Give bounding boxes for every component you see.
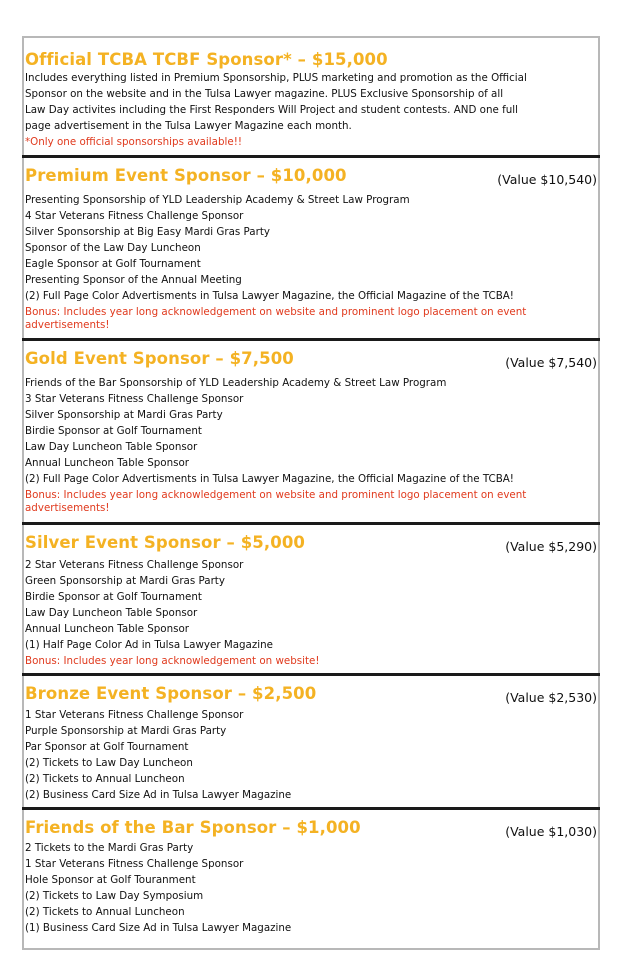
section-title: Official TCBA TCBF Sponsor* – $15,000 [25, 50, 388, 69]
list-item: Annual Luncheon Table Sponsor [25, 457, 189, 469]
list-item: Silver Sponsorship at Mardi Gras Party [25, 409, 223, 421]
list-item: Purple Sponsorship at Mardi Gras Party [25, 725, 227, 737]
list-item: Green Sponsorship at Mardi Gras Party [25, 575, 225, 587]
section-divider [22, 338, 600, 341]
list-item: (2) Business Card Size Ad in Tulsa Lawyer Magazine [25, 789, 292, 801]
list-item: (1) Half Page Color Ad in Tulsa Lawyer Magazine [25, 639, 273, 651]
section-note: Bonus: Includes year long acknowledgement on website and prominent logo placement on event [25, 489, 527, 501]
list-item: 3 Star Veterans Fitness Challenge Sponsor [25, 393, 244, 405]
list-item: Presenting Sponsorship of YLD Leadership Academy & Street Law Program [25, 194, 410, 206]
list-item: Annual Luncheon Table Sponsor [25, 623, 189, 635]
description-line: page advertisement in the Tulsa Lawyer Magazine each month. [25, 120, 352, 132]
section-title: Gold Event Sponsor – $7,500 [25, 349, 294, 368]
section-value: (Value $5,290) [505, 539, 597, 554]
list-item: Law Day Luncheon Table Sponsor [25, 441, 198, 453]
list-item: 1 Star Veterans Fitness Challenge Sponsor [25, 858, 244, 870]
list-item: Sponsor of the Law Day Luncheon [25, 242, 201, 254]
list-item: Silver Sponsorship at Big Easy Mardi Gras Party [25, 226, 270, 238]
section-title: Friends of the Bar Sponsor – $1,000 [25, 818, 361, 837]
list-item: Friends of the Bar Sponsorship of YLD Leadership Academy & Street Law Program [25, 377, 447, 389]
description-line: Includes everything listed in Premium Sponsorship, PLUS marketing and promotion as the Official [25, 72, 527, 84]
list-item: Eagle Sponsor at Golf Tournament [25, 258, 201, 270]
section-title: Bronze Event Sponsor – $2,500 [25, 684, 317, 703]
section-divider [22, 522, 600, 525]
section-note: advertisements! [25, 502, 110, 514]
list-item: Birdie Sponsor at Golf Tournament [25, 425, 202, 437]
list-item: Presenting Sponsor of the Annual Meeting [25, 274, 242, 286]
section-divider [22, 155, 600, 158]
list-item: 4 Star Veterans Fitness Challenge Sponsor [25, 210, 244, 222]
section-note: Bonus: Includes year long acknowledgement on website and prominent logo placement on event [25, 306, 527, 318]
description-line: Sponsor on the website and in the Tulsa Lawyer magazine. PLUS Exclusive Sponsorship of all [25, 88, 504, 100]
section-value: (Value $7,540) [505, 355, 597, 370]
list-item: 2 Star Veterans Fitness Challenge Sponsor [25, 559, 244, 571]
list-item: (2) Tickets to Annual Luncheon [25, 773, 185, 785]
list-item: (2) Tickets to Annual Luncheon [25, 906, 185, 918]
section-value: (Value $2,530) [505, 690, 597, 705]
section-value: (Value $1,030) [505, 824, 597, 839]
section-value: (Value $10,540) [497, 172, 597, 187]
list-item: Birdie Sponsor at Golf Tournament [25, 591, 202, 603]
list-item: (1) Business Card Size Ad in Tulsa Lawyer Magazine [25, 922, 292, 934]
section-note: advertisements! [25, 319, 110, 331]
list-item: Law Day Luncheon Table Sponsor [25, 607, 198, 619]
section-title: Premium Event Sponsor – $10,000 [25, 166, 347, 185]
list-item: (2) Tickets to Law Day Luncheon [25, 757, 193, 769]
list-item: (2) Full Page Color Advertisments in Tulsa Lawyer Magazine, the Official Magazine of the TCBA! [25, 473, 514, 485]
list-item: 1 Star Veterans Fitness Challenge Sponsor [25, 709, 244, 721]
description-line: Law Day activites including the First Responders Will Project and student contests. AND one full [25, 104, 518, 116]
section-divider [22, 807, 600, 810]
list-item: Par Sponsor at Golf Tournament [25, 741, 189, 753]
list-item: Hole Sponsor at Golf Touranment [25, 874, 196, 886]
list-item: (2) Tickets to Law Day Symposium [25, 890, 204, 902]
list-item: 2 Tickets to the Mardi Gras Party [25, 842, 194, 854]
section-divider [22, 673, 600, 676]
section-title: Silver Event Sponsor – $5,000 [25, 533, 305, 552]
list-item: (2) Full Page Color Advertisments in Tulsa Lawyer Magazine, the Official Magazine of the TCBA! [25, 290, 514, 302]
section-note: *Only one official sponsorships available!! [25, 136, 242, 148]
section-note: Bonus: Includes year long acknowledgement on website! [25, 655, 320, 667]
